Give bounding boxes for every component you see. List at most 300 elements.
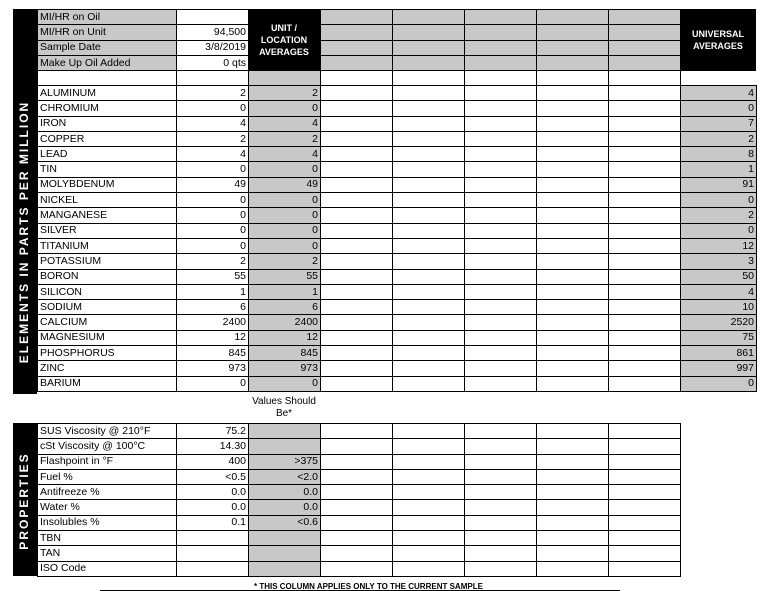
empty-history-cell [609, 55, 681, 70]
empty-history-cell [393, 531, 465, 546]
element-universal-average: 997 [681, 361, 757, 376]
empty-history-cell [393, 193, 465, 208]
empty-history-cell [537, 131, 609, 146]
property-name: Flashpoint in °F [38, 454, 177, 469]
empty-history-cell [609, 177, 681, 192]
property-value: 0.0 [177, 485, 249, 500]
element-row [38, 223, 757, 238]
info-row [38, 25, 681, 40]
spacer-cell [609, 71, 681, 86]
empty-history-cell [465, 40, 537, 55]
empty-history-cell [537, 25, 609, 40]
property-should-be [249, 424, 321, 439]
element-unit-average: 0 [249, 238, 321, 253]
empty-history-cell [393, 300, 465, 315]
empty-history-cell [609, 25, 681, 40]
element-name: MOLYBDENUM [38, 177, 177, 192]
empty-history-cell [537, 454, 609, 469]
empty-history-cell [465, 315, 537, 330]
empty-history-cell [537, 284, 609, 299]
empty-history-cell [537, 315, 609, 330]
element-universal-average: 861 [681, 346, 757, 361]
info-value [177, 10, 249, 25]
spacer-cell [465, 71, 537, 86]
property-row [38, 439, 681, 454]
empty-history-cell [321, 254, 393, 269]
property-row [38, 515, 681, 530]
element-name: SILICON [38, 284, 177, 299]
element-unit-average: 4 [249, 116, 321, 131]
empty-history-cell [537, 238, 609, 253]
empty-history-cell [465, 515, 537, 530]
spacer-cell [537, 71, 609, 86]
empty-history-cell [393, 376, 465, 391]
spacer-cell [38, 71, 177, 86]
property-row [38, 500, 681, 515]
element-universal-average: 8 [681, 147, 757, 162]
empty-history-cell [393, 469, 465, 484]
element-value: 4 [177, 116, 249, 131]
element-name: TITANIUM [38, 238, 177, 253]
empty-history-cell [465, 116, 537, 131]
empty-history-cell [321, 101, 393, 116]
empty-history-cell [465, 454, 537, 469]
element-unit-average: 1 [249, 284, 321, 299]
empty-history-cell [465, 300, 537, 315]
empty-history-cell [321, 485, 393, 500]
empty-history-cell [465, 10, 537, 25]
empty-history-cell [609, 376, 681, 391]
empty-history-cell [321, 500, 393, 515]
property-name: Water % [38, 500, 177, 515]
property-name: TBN [38, 531, 177, 546]
element-value: 0 [177, 208, 249, 223]
empty-history-cell [321, 55, 393, 70]
element-row [38, 238, 757, 253]
empty-history-cell [321, 376, 393, 391]
empty-history-cell [321, 561, 393, 576]
property-value: 0.0 [177, 500, 249, 515]
property-row [38, 546, 681, 561]
property-value [177, 531, 249, 546]
empty-history-cell [465, 101, 537, 116]
element-value: 49 [177, 177, 249, 192]
info-row [38, 40, 681, 55]
element-unit-average: 0 [249, 208, 321, 223]
element-universal-average: 7 [681, 116, 757, 131]
element-unit-average: 2 [249, 254, 321, 269]
empty-history-cell [609, 101, 681, 116]
unit-averages-header [248, 9, 320, 71]
empty-history-cell [537, 223, 609, 238]
empty-history-cell [465, 131, 537, 146]
empty-history-cell [393, 10, 465, 25]
empty-history-cell [537, 40, 609, 55]
element-unit-average: 0 [249, 101, 321, 116]
empty-history-cell [465, 330, 537, 345]
element-unit-average: 2 [249, 86, 321, 101]
empty-history-cell [321, 346, 393, 361]
element-row [38, 193, 757, 208]
spacer-cell [393, 71, 465, 86]
empty-history-cell [537, 439, 609, 454]
element-row [38, 162, 757, 177]
values-should-be-note [248, 396, 320, 420]
empty-history-cell [393, 131, 465, 146]
empty-history-cell [609, 531, 681, 546]
property-name: TAN [38, 546, 177, 561]
empty-history-cell [393, 238, 465, 253]
element-unit-average: 55 [249, 269, 321, 284]
empty-history-cell [537, 162, 609, 177]
empty-history-cell [321, 454, 393, 469]
element-value: 973 [177, 361, 249, 376]
empty-history-cell [537, 269, 609, 284]
empty-history-cell [609, 330, 681, 345]
elements-table [37, 85, 757, 392]
property-should-be [249, 546, 321, 561]
element-unit-average: 2 [249, 131, 321, 146]
element-unit-average: 0 [249, 162, 321, 177]
element-value: 2 [177, 131, 249, 146]
element-value: 55 [177, 269, 249, 284]
element-name: BARIUM [38, 376, 177, 391]
empty-history-cell [609, 469, 681, 484]
element-universal-average: 0 [681, 376, 757, 391]
property-name: Insolubles % [38, 515, 177, 530]
empty-history-cell [537, 177, 609, 192]
empty-history-cell [609, 269, 681, 284]
empty-history-cell [537, 500, 609, 515]
footer-note: * THIS COLUMN APPLIES ONLY TO THE CURRENT SAMPLE [254, 582, 483, 591]
element-value: 0 [177, 193, 249, 208]
element-value: 0 [177, 223, 249, 238]
element-name: SODIUM [38, 300, 177, 315]
element-name: COPPER [38, 131, 177, 146]
empty-history-cell [465, 208, 537, 223]
empty-history-cell [465, 254, 537, 269]
empty-history-cell [321, 25, 393, 40]
element-name: MANGANESE [38, 208, 177, 223]
element-value: 2 [177, 86, 249, 101]
empty-history-cell [321, 208, 393, 223]
empty-history-cell [393, 284, 465, 299]
element-name: CHROMIUM [38, 101, 177, 116]
property-name: cSt Viscosity @ 100°C [38, 439, 177, 454]
empty-history-cell [321, 424, 393, 439]
empty-history-cell [321, 223, 393, 238]
info-value: 3/8/2019 [177, 40, 249, 55]
property-value [177, 561, 249, 576]
empty-history-cell [465, 346, 537, 361]
property-should-be [249, 439, 321, 454]
element-universal-average: 91 [681, 177, 757, 192]
element-value: 1 [177, 284, 249, 299]
empty-history-cell [537, 469, 609, 484]
empty-history-cell [537, 101, 609, 116]
empty-history-cell [609, 485, 681, 500]
element-row [38, 300, 757, 315]
empty-history-cell [465, 238, 537, 253]
empty-history-cell [321, 531, 393, 546]
empty-history-cell [393, 500, 465, 515]
empty-history-cell [609, 223, 681, 238]
property-should-be [249, 561, 321, 576]
values-should-be-text: Values Should Be* [252, 396, 316, 419]
property-value [177, 546, 249, 561]
empty-history-cell [609, 346, 681, 361]
empty-history-cell [321, 330, 393, 345]
empty-history-cell [537, 300, 609, 315]
empty-history-cell [537, 10, 609, 25]
element-name: CALCIUM [38, 315, 177, 330]
empty-history-cell [609, 424, 681, 439]
property-row [38, 424, 681, 439]
empty-history-cell [465, 469, 537, 484]
property-value: 75.2 [177, 424, 249, 439]
empty-history-cell [537, 55, 609, 70]
empty-history-cell [321, 315, 393, 330]
element-name: ZINC [38, 361, 177, 376]
empty-history-cell [609, 162, 681, 177]
property-should-be: <0.6 [249, 515, 321, 530]
property-row [38, 485, 681, 500]
element-value: 0 [177, 162, 249, 177]
elements-section-title: ELEMENTS IN PARTS PER MILLION [17, 100, 31, 364]
info-row [38, 10, 681, 25]
element-value: 6 [177, 300, 249, 315]
element-unit-average: 4 [249, 147, 321, 162]
empty-history-cell [537, 485, 609, 500]
element-name: ALUMINUM [38, 86, 177, 101]
element-name: IRON [38, 116, 177, 131]
element-unit-average: 845 [249, 346, 321, 361]
empty-history-cell [393, 162, 465, 177]
spacer-cell [249, 71, 321, 86]
empty-history-cell [609, 116, 681, 131]
empty-history-cell [537, 330, 609, 345]
empty-history-cell [393, 485, 465, 500]
empty-history-cell [393, 25, 465, 40]
empty-history-cell [537, 116, 609, 131]
empty-history-cell [465, 269, 537, 284]
empty-history-cell [393, 223, 465, 238]
empty-history-cell [465, 177, 537, 192]
empty-history-cell [465, 284, 537, 299]
element-unit-average: 49 [249, 177, 321, 192]
element-universal-average: 2520 [681, 315, 757, 330]
empty-history-cell [321, 10, 393, 25]
element-name: POTASSIUM [38, 254, 177, 269]
element-row [38, 315, 757, 330]
empty-history-cell [393, 454, 465, 469]
empty-history-cell [465, 361, 537, 376]
empty-history-cell [465, 193, 537, 208]
element-universal-average: 10 [681, 300, 757, 315]
empty-history-cell [609, 208, 681, 223]
empty-history-cell [537, 147, 609, 162]
empty-history-cell [609, 131, 681, 146]
property-row [38, 531, 681, 546]
empty-history-cell [609, 454, 681, 469]
element-unit-average: 973 [249, 361, 321, 376]
empty-history-cell [393, 177, 465, 192]
empty-history-cell [393, 147, 465, 162]
info-value: 94,500 [177, 25, 249, 40]
empty-history-cell [465, 223, 537, 238]
empty-history-cell [393, 424, 465, 439]
property-name: Fuel % [38, 469, 177, 484]
empty-history-cell [537, 193, 609, 208]
element-universal-average: 4 [681, 86, 757, 101]
empty-history-cell [321, 546, 393, 561]
empty-history-cell [609, 439, 681, 454]
element-row [38, 116, 757, 131]
property-name: SUS Viscosity @ 210°F [38, 424, 177, 439]
element-universal-average: 3 [681, 254, 757, 269]
property-value: 14.30 [177, 439, 249, 454]
empty-history-cell [393, 546, 465, 561]
empty-history-cell [537, 86, 609, 101]
property-row [38, 454, 681, 469]
property-row [38, 469, 681, 484]
element-name: LEAD [38, 147, 177, 162]
info-spacer-row [38, 71, 681, 86]
element-value: 12 [177, 330, 249, 345]
empty-history-cell [321, 361, 393, 376]
empty-history-cell [393, 86, 465, 101]
empty-history-cell [609, 238, 681, 253]
empty-history-cell [609, 147, 681, 162]
element-value: 4 [177, 147, 249, 162]
element-universal-average: 0 [681, 193, 757, 208]
element-value: 845 [177, 346, 249, 361]
properties-table [37, 423, 681, 577]
empty-history-cell [609, 561, 681, 576]
empty-history-cell [393, 315, 465, 330]
empty-history-cell [321, 469, 393, 484]
empty-history-cell [465, 546, 537, 561]
element-universal-average: 0 [681, 223, 757, 238]
empty-history-cell [537, 208, 609, 223]
empty-history-cell [465, 424, 537, 439]
property-value: 400 [177, 454, 249, 469]
empty-history-cell [393, 116, 465, 131]
element-universal-average: 1 [681, 162, 757, 177]
element-unit-average: 0 [249, 223, 321, 238]
property-should-be: 0.0 [249, 500, 321, 515]
element-row [38, 284, 757, 299]
empty-history-cell [393, 330, 465, 345]
empty-history-cell [609, 546, 681, 561]
empty-history-cell [537, 346, 609, 361]
element-value: 0 [177, 376, 249, 391]
empty-history-cell [393, 208, 465, 223]
empty-history-cell [609, 500, 681, 515]
property-row [38, 561, 681, 576]
empty-history-cell [393, 346, 465, 361]
element-universal-average: 2 [681, 131, 757, 146]
info-sidebar [13, 9, 37, 71]
element-row [38, 254, 757, 269]
empty-history-cell [609, 361, 681, 376]
empty-history-cell [465, 531, 537, 546]
empty-history-cell [609, 254, 681, 269]
empty-history-cell [321, 40, 393, 55]
info-value: 0 qts [177, 55, 249, 70]
empty-history-cell [609, 193, 681, 208]
element-name: SILVER [38, 223, 177, 238]
universal-averages-header-text: UNIVERSAL AVERAGES [691, 29, 744, 51]
property-value: 0.1 [177, 515, 249, 530]
empty-history-cell [465, 25, 537, 40]
element-unit-average: 0 [249, 193, 321, 208]
info-label: MI/HR on Unit [38, 25, 177, 40]
properties-section-title: PROPERTIES [17, 452, 31, 550]
empty-history-cell [393, 561, 465, 576]
info-row [38, 55, 681, 70]
empty-history-cell [465, 485, 537, 500]
element-name: MAGNESIUM [38, 330, 177, 345]
info-label: MI/HR on Oil [38, 10, 177, 25]
element-unit-average: 0 [249, 376, 321, 391]
empty-history-cell [393, 269, 465, 284]
empty-history-cell [537, 254, 609, 269]
empty-history-cell [537, 424, 609, 439]
element-row [38, 346, 757, 361]
element-name: PHOSPHORUS [38, 346, 177, 361]
element-universal-average: 2 [681, 208, 757, 223]
empty-history-cell [609, 40, 681, 55]
empty-history-cell [393, 515, 465, 530]
empty-history-cell [393, 101, 465, 116]
info-label: Sample Date [38, 40, 177, 55]
empty-history-cell [465, 439, 537, 454]
element-row [38, 330, 757, 345]
empty-history-cell [321, 238, 393, 253]
empty-history-cell [321, 284, 393, 299]
element-row [38, 177, 757, 192]
empty-history-cell [537, 376, 609, 391]
empty-history-cell [465, 561, 537, 576]
empty-history-cell [537, 531, 609, 546]
property-name: ISO Code [38, 561, 177, 576]
empty-history-cell [321, 86, 393, 101]
element-name: TIN [38, 162, 177, 177]
empty-history-cell [321, 162, 393, 177]
property-should-be: <2.0 [249, 469, 321, 484]
element-universal-average: 4 [681, 284, 757, 299]
empty-history-cell [537, 515, 609, 530]
unit-averages-header-text: UNIT / LOCATION AVERAGES [259, 23, 309, 57]
universal-averages-header [680, 9, 756, 71]
empty-history-cell [321, 116, 393, 131]
element-row [38, 269, 757, 284]
empty-history-cell [609, 284, 681, 299]
empty-history-cell [537, 361, 609, 376]
info-label: Make Up Oil Added [38, 55, 177, 70]
empty-history-cell [609, 86, 681, 101]
empty-history-cell [609, 10, 681, 25]
empty-history-cell [393, 361, 465, 376]
empty-history-cell [321, 177, 393, 192]
element-unit-average: 12 [249, 330, 321, 345]
empty-history-cell [321, 300, 393, 315]
property-should-be [249, 531, 321, 546]
element-universal-average: 0 [681, 101, 757, 116]
empty-history-cell [465, 55, 537, 70]
element-value: 0 [177, 238, 249, 253]
